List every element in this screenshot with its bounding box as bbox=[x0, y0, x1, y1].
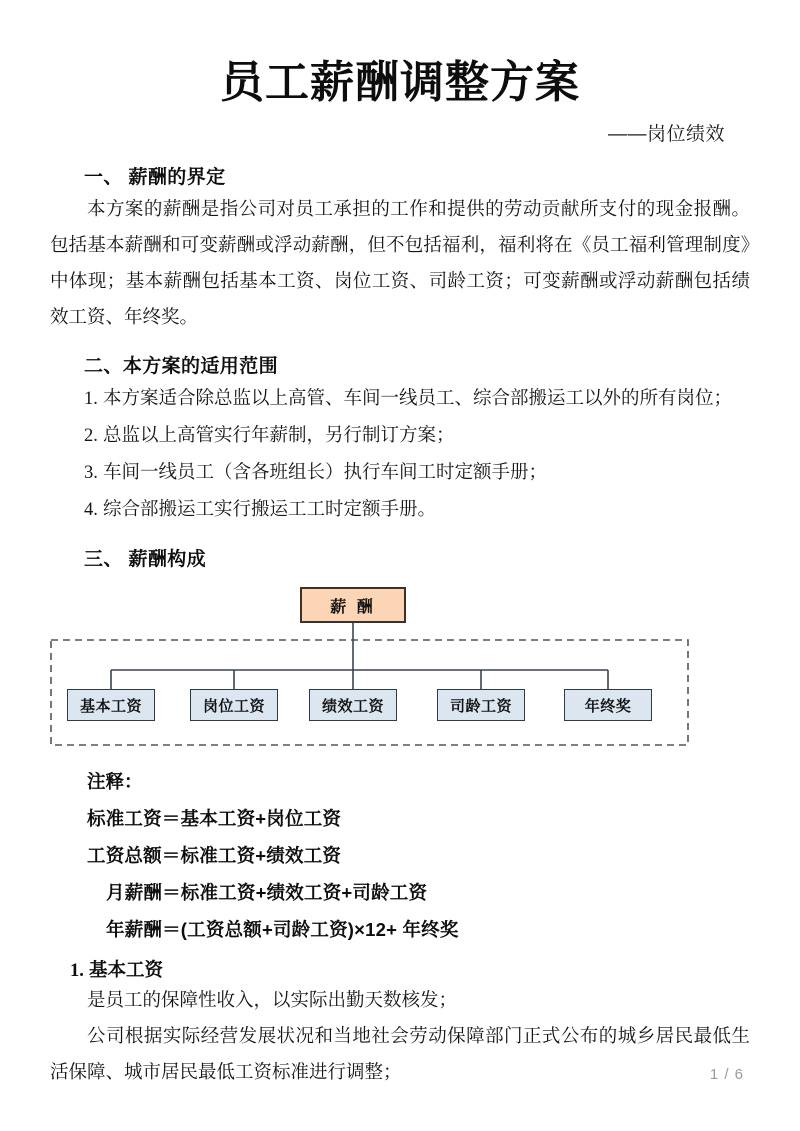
diagram-node-performance-salary: 绩效工资 bbox=[309, 689, 397, 721]
diagram-node-year-end-bonus: 年终奖 bbox=[564, 689, 652, 721]
basic-salary-paragraph-2: 公司根据实际经营发展状况和当地社会劳动保障部门正式公布的城乡居民最低生活保障、城市居民最低工资标准进行调整； bbox=[50, 1025, 750, 1083]
diagram-node-root: 薪 酬 bbox=[300, 587, 406, 623]
list-item bbox=[50, 491, 750, 528]
list-item bbox=[50, 380, 750, 417]
list-item-index: 2. bbox=[84, 425, 98, 446]
section-heading-one: 一、 薪酬的界定 bbox=[84, 166, 226, 188]
page-number: 1 / 6 bbox=[709, 1066, 744, 1083]
page-title: 员工薪酬调整方案 bbox=[220, 58, 580, 107]
list-item-text: 本方案适合除总监以上高管、车间一线员工、综合部搬运工以外的所有岗位； bbox=[103, 386, 733, 408]
list-item-text: 车间一线员工（含各班组长）执行车间工时定额手册； bbox=[103, 460, 548, 482]
scope-list bbox=[50, 380, 750, 528]
formula-annual-salary: 年薪酬＝(工资总额+司龄工资)×12+ 年终奖 bbox=[106, 919, 459, 941]
list-item-index: 4. bbox=[84, 500, 98, 521]
diagram-node-seniority-salary: 司龄工资 bbox=[437, 689, 525, 721]
salary-structure-diagram bbox=[50, 577, 750, 757]
formula-total-salary: 工资总额＝标准工资+绩效工资 bbox=[87, 845, 342, 867]
formula-standard-salary: 标准工资＝基本工资+岗位工资 bbox=[87, 808, 342, 830]
list-item bbox=[50, 417, 750, 454]
diagram-node-basic-salary: 基本工资 bbox=[67, 689, 155, 721]
subsection-title: 基本工资 bbox=[89, 959, 164, 981]
list-item-text: 总监以上高管实行年薪制，另行制订方案； bbox=[103, 423, 455, 445]
section-one-paragraph: 本方案的薪酬是指公司对员工承担的工作和提供的劳动贡献所支付的现金报酬。包括基本薪酬和可变薪酬或浮动薪酬，但不包括福利，福利将在《员工福利管理制度》中体现；基本薪酬包括基本工资、岗位工资、司龄工资；可变薪酬或浮动薪酬包括绩效工资、年终奖。 bbox=[50, 197, 750, 327]
section-heading-two: 二、本方案的适用范围 bbox=[84, 355, 279, 377]
subsection-heading-basic-salary bbox=[50, 956, 750, 982]
list-item-text: 综合部搬运工实行搬运工工时定额手册。 bbox=[103, 498, 437, 520]
section-heading-three: 三、 薪酬构成 bbox=[84, 549, 207, 571]
diagram-node-position-salary: 岗位工资 bbox=[190, 689, 278, 721]
notes-title: 注释： bbox=[87, 771, 143, 793]
formula-monthly-salary: 月薪酬＝标准工资+绩效工资+司龄工资 bbox=[106, 882, 428, 904]
document-subtitle: ——岗位绩效 bbox=[607, 123, 725, 145]
diagram-canvas bbox=[0, 577, 800, 757]
list-item-index: 3. bbox=[84, 462, 98, 483]
formula-notes bbox=[50, 763, 750, 948]
list-item-index: 1. bbox=[84, 388, 98, 409]
list-item bbox=[50, 454, 750, 491]
basic-salary-paragraph-1: 是员工的保障性收入，以实际出勤天数核发； bbox=[87, 989, 458, 1011]
subsection-index: 1. bbox=[70, 961, 84, 982]
